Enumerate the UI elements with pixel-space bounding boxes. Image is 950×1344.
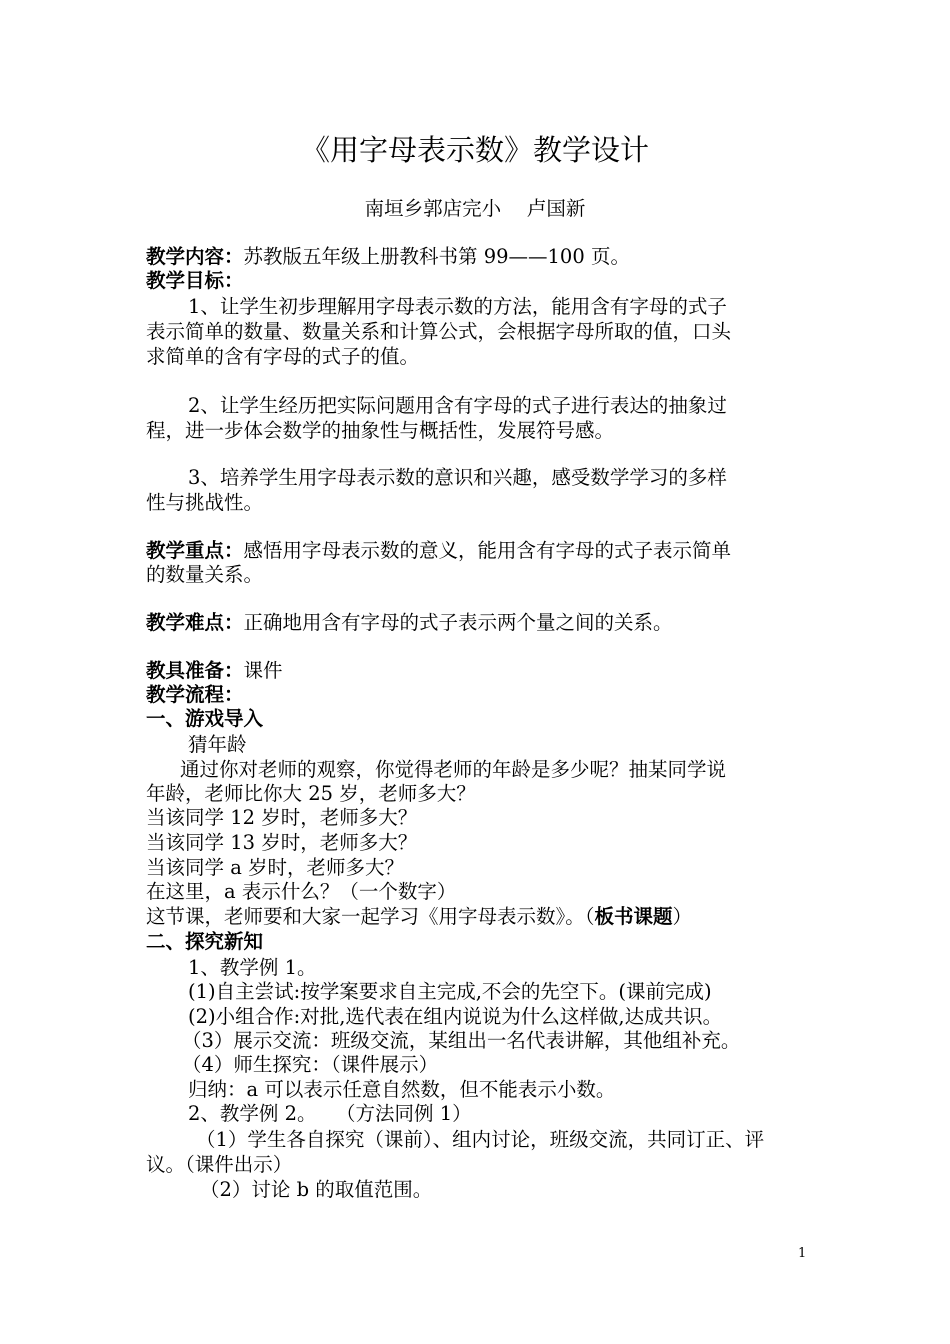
key-point-text-cont: 的数量关系。 [146, 563, 264, 586]
section-1-line: 在这里，a 表示什么？（一个数字） [146, 880, 457, 903]
section-2-line: 议。（课件出示） [146, 1153, 293, 1176]
document-title: 《用字母表示数》教学设计 [300, 133, 649, 167]
teaching-content-label: 教学内容： [146, 245, 244, 268]
goal-1-line: 表示简单的数量、数量关系和计算公式，会根据字母所取的值，口头 [146, 320, 732, 343]
section-2-line: （3）展示交流：班级交流，某组出一名代表讲解，其他组补充。 [182, 1029, 741, 1052]
teaching-content [146, 245, 630, 269]
section-1-line: 当该同学 12 岁时，老师多大？ [146, 806, 418, 829]
goal-2-line: 2、让学生经历把实际问题用含有字母的式子进行表达的抽象过 [188, 394, 727, 417]
section-1-line: 当该同学 13 岁时，老师多大？ [146, 831, 418, 854]
tools-text: 课件 [243, 659, 283, 682]
goal-3-line: 性与挑战性。 [146, 491, 264, 514]
goal-1-line: 求简单的含有字母的式子的值。 [146, 345, 420, 368]
section-1-last-line [146, 905, 692, 929]
goal-3-line: 3、培养学生用字母表示数的意识和兴趣，感受数学学习的多样 [188, 466, 727, 489]
difficulty-label: 教学难点： [146, 611, 244, 634]
board-title-close: ） [672, 905, 693, 928]
section-2-line: 1、教学例 1。 [188, 956, 317, 979]
page-number: 1 [798, 1246, 807, 1261]
goal-2-line: 程，进一步体会数学的抽象性与概括性，发展符号感。 [146, 419, 615, 442]
teaching-content-text: 苏教版五年级上册教科书第 99——100 页。 [243, 245, 630, 268]
goal-1-line: 1、让学生初步理解用字母表示数的方法，能用含有字母的式子 [188, 295, 727, 318]
key-point-label: 教学重点： [146, 539, 244, 562]
section-2-line: （4）师生探究：（课件展示） [182, 1053, 439, 1076]
tools-label: 教具准备： [146, 659, 244, 682]
board-title-note: 板书课题 [594, 905, 673, 928]
difficulty-text: 正确地用含有字母的式子表示两个量之间的关系。 [243, 611, 673, 634]
section-2-line: (1)自主尝试:按学案要求自主完成,不会的先空下。(课前完成) [188, 980, 712, 1003]
section-1-line: 年龄，老师比你大 25 岁，老师多大？ [146, 782, 476, 805]
section-2-heading: 二、探究新知 [146, 930, 264, 953]
tools [146, 659, 283, 683]
section-1-line-text: 这节课，老师要和大家一起学习《用字母表示数》。（ [146, 905, 595, 928]
difficulty [146, 611, 673, 635]
key-point [146, 539, 731, 563]
section-2-line: 2、教学例 2。 （方法同例 1） [188, 1102, 472, 1125]
section-2-line: （2）讨论 b 的取值范围。 [200, 1178, 433, 1201]
section-1-line: 通过你对老师的观察，你觉得老师的年龄是多少呢？抽某同学说 [180, 758, 727, 781]
key-point-text: 感悟用字母表示数的意义，能用含有字母的式子表示简单 [243, 539, 732, 562]
process-label: 教学流程： [146, 683, 244, 706]
section-2-line: 归纳：a 可以表示任意自然数，但不能表示小数。 [188, 1078, 616, 1101]
section-2-line: (2)小组合作:对批,选代表在组内说说为什么这样做,达成共识。 [188, 1005, 723, 1028]
section-1-heading: 一、游戏导入 [146, 707, 264, 730]
section-1-line: 当该同学 a 岁时，老师多大？ [146, 856, 405, 879]
section-1-line: 猜年龄 [188, 733, 247, 756]
teaching-goals-label: 教学目标： [146, 269, 244, 292]
author-line: 南垣乡郭店完小 卢国新 [364, 197, 586, 220]
section-2-line: （1）学生各自探究（课前）、组内讨论，班级交流，共同订正、评 [196, 1128, 765, 1151]
